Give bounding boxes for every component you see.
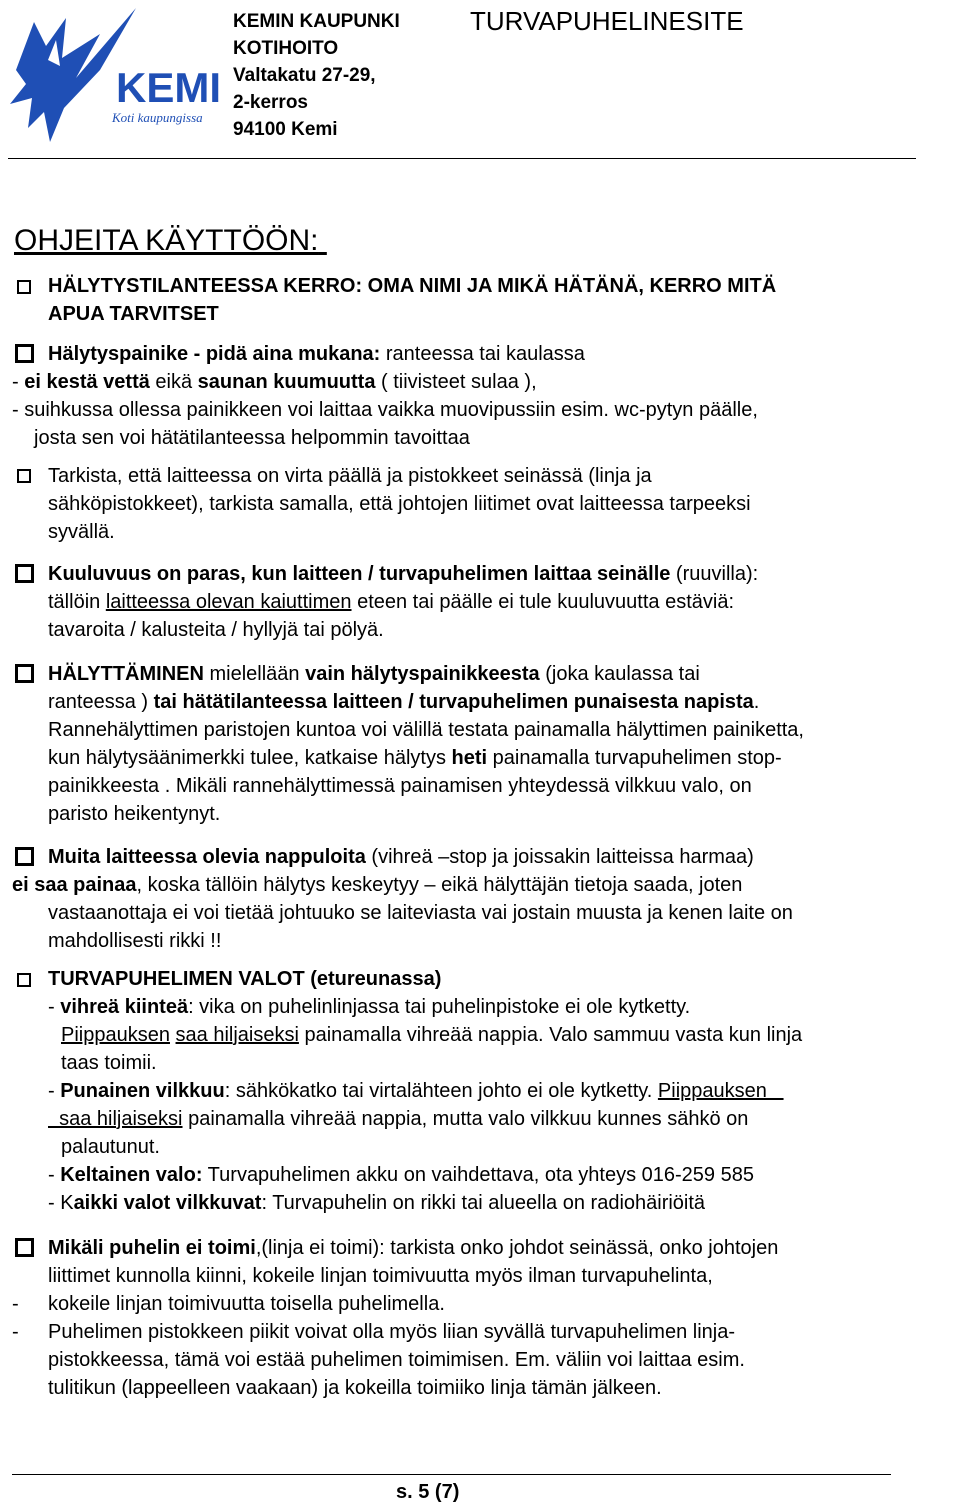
- s7-line-4: - Punainen vilkkuu: sähkökatko tai virtalähteen johto ei ole kytketty. Piippauksen: [48, 1080, 784, 1102]
- checkbox-icon: [17, 469, 31, 483]
- header-line-3: Valtakatu 27-29,: [233, 65, 376, 86]
- s5-line-5: painikkeesta . Mikäli rannehälyttimessä painamisen yhteydessä vilkkuu valo, on: [48, 775, 752, 797]
- s7-line-8: - Kaikki valot vilkkuvat: Turvapuhelin on rikki tai alueella on radiohäiriöitä: [48, 1192, 706, 1214]
- s8-line-2: liittimet kunnolla kiinni, kokeile linjan toimivuutta myös ilman turvapuhelinta,: [48, 1265, 713, 1287]
- header-line-5: 94100 Kemi: [233, 119, 338, 140]
- s7-title: TURVAPUHELIMEN VALOT (etureunassa): [48, 968, 442, 990]
- s6-line-3: vastaanottaja ei voi tietää johtuuko se laiteviasta vai jostain muusta ja kenen laite on: [48, 902, 793, 924]
- s8-dash-1: -: [12, 1293, 19, 1315]
- s8-line-5: pistokkeessa, tämä voi estää puhelimen toimimisen. Em. väliin voi laittaa esim.: [48, 1349, 745, 1371]
- header-line-2: KOTIHOITO: [233, 38, 339, 59]
- checkbox-icon: [17, 280, 31, 294]
- s5-line-1: HÄLYTTÄMINEN mielellään vain hälytyspainikkeesta (joka kaulassa tai: [48, 663, 700, 685]
- s4-line-1: Kuuluvuus on paras, kun laitteen / turvapuhelimen laittaa seinälle (ruuvilla):: [48, 563, 759, 585]
- document-title: TURVAPUHELINESITE: [470, 6, 744, 36]
- page-heading-text: OHJEITA KÄYTTÖÖN:: [14, 224, 319, 257]
- s3-line-2: sähköpistokkeet), tarkista samalla, että johtojen liitimet ovat laitteessa tarpeeksi: [48, 493, 751, 515]
- logo-word: KEMI: [116, 64, 221, 111]
- s8-line-3: kokeile linjan toimivuutta toisella puhelimella.: [48, 1293, 445, 1315]
- s5-line-4: kun hälytysäänimerkki tulee, katkaise hälytys heti painamalla turvapuhelimen stop-: [48, 747, 782, 769]
- s6-line-1: Muita laitteessa olevia nappuloita (vihreä –stop ja joissakin laitteissa harmaa): [48, 846, 754, 868]
- s7-line-5: saa hiljaiseksi painamalla vihreää nappia, mutta valo vilkkuu kunnes sähkö on: [48, 1108, 749, 1130]
- s3-line-1: Tarkista, että laitteessa on virta päällä ja pistokkeet seinässä (linja ja: [48, 465, 652, 487]
- s5-line-3: Rannehälyttimen paristojen kuntoa voi välillä testata painamalla hälyttimen painiketta,: [48, 719, 804, 741]
- checkbox-icon: [15, 1238, 34, 1257]
- s8-line-4: Puhelimen pistokkeen piikit voivat olla myös liian syvällä turvapuhelimen linja-: [48, 1321, 735, 1343]
- s8-dash-2: -: [12, 1321, 19, 1343]
- s7-line-2: Piippauksen saa hiljaiseksi painamalla vihreää nappia. Valo sammuu vasta kun linja: [61, 1024, 803, 1046]
- s5-line-2: ranteessa ) tai hätätilanteessa laitteen / turvapuhelimen punaisesta napista.: [48, 691, 760, 713]
- checkbox-icon: [17, 973, 31, 987]
- s2-line-2: - ei kestä vettä eikä saunan kuumuutta ( tiivisteet sulaa ),: [12, 371, 537, 393]
- s4-line-3: tavaroita / kalusteita / hyllyjä tai pölyä.: [48, 619, 384, 641]
- header-divider: [8, 158, 916, 159]
- s2-line-3: - suihkussa ollessa painikkeen voi laittaa vaikka muovipussiin esim. wc-pytyn päälle,: [12, 399, 758, 421]
- s4-line-2: tällöin laitteessa olevan kaiuttimen eteen tai päälle ei tule kuuluvuutta estäviä:: [48, 591, 734, 613]
- s7-line-7: - Keltainen valo: Turvapuhelimen akku on vaihdettava, ota yhteys 016-259 585: [48, 1164, 754, 1186]
- s3-line-3: syvällä.: [48, 521, 115, 543]
- s6-line-2: ei saa painaa, koska tällöin hälytys keskeytyy – eikä hälyttäjän tietoja saada, joten: [12, 874, 743, 896]
- s7-line-6: palautunut.: [61, 1136, 160, 1158]
- s8-line-1: Mikäli puhelin ei toimi,(linja ei toimi): tarkista onko johdot seinässä, onko johtojen: [48, 1237, 779, 1259]
- s2-line-4: josta sen voi hätätilanteessa helpommin tavoittaa: [34, 427, 470, 449]
- checkbox-icon: [15, 847, 34, 866]
- s1-line-1: HÄLYTYSTILANTEESSA KERRO: OMA NIMI JA MIKÄ HÄTÄNÄ, KERRO MITÄ: [48, 275, 777, 297]
- header-line-1: KEMIN KAUPUNKI: [233, 11, 400, 32]
- footer-divider: [12, 1474, 891, 1475]
- page-heading: [14, 224, 327, 258]
- s8-line-6: tulitikun (lappeelleen vaakaan) ja kokeilla toimiiko linja tämän jälkeen.: [48, 1377, 662, 1399]
- logo-tagline: Koti kaupungissa: [112, 110, 203, 125]
- kemi-logo-mark: [4, 0, 232, 150]
- checkbox-icon: [15, 664, 34, 683]
- s2-line-1: Hälytyspainike - pidä aina mukana: ranteessa tai kaulassa: [48, 343, 585, 365]
- header-address: [233, 8, 400, 143]
- header-line-4: 2-kerros: [233, 92, 308, 113]
- checkbox-icon: [15, 564, 34, 583]
- page-number: s. 5 (7): [396, 1481, 460, 1503]
- s6-line-4: mahdollisesti rikki !!: [48, 930, 222, 952]
- s1-line-2: APUA TARVITSET: [48, 303, 219, 325]
- checkbox-icon: [15, 344, 34, 363]
- s5-line-6: paristo heikentynyt.: [48, 803, 221, 825]
- s7-line-3: taas toimii.: [61, 1052, 157, 1074]
- kemi-logo: [4, 0, 232, 150]
- s7-line-1: - vihreä kiinteä: vika on puhelinlinjassa tai puhelinpistoke ei ole kytketty.: [48, 996, 691, 1018]
